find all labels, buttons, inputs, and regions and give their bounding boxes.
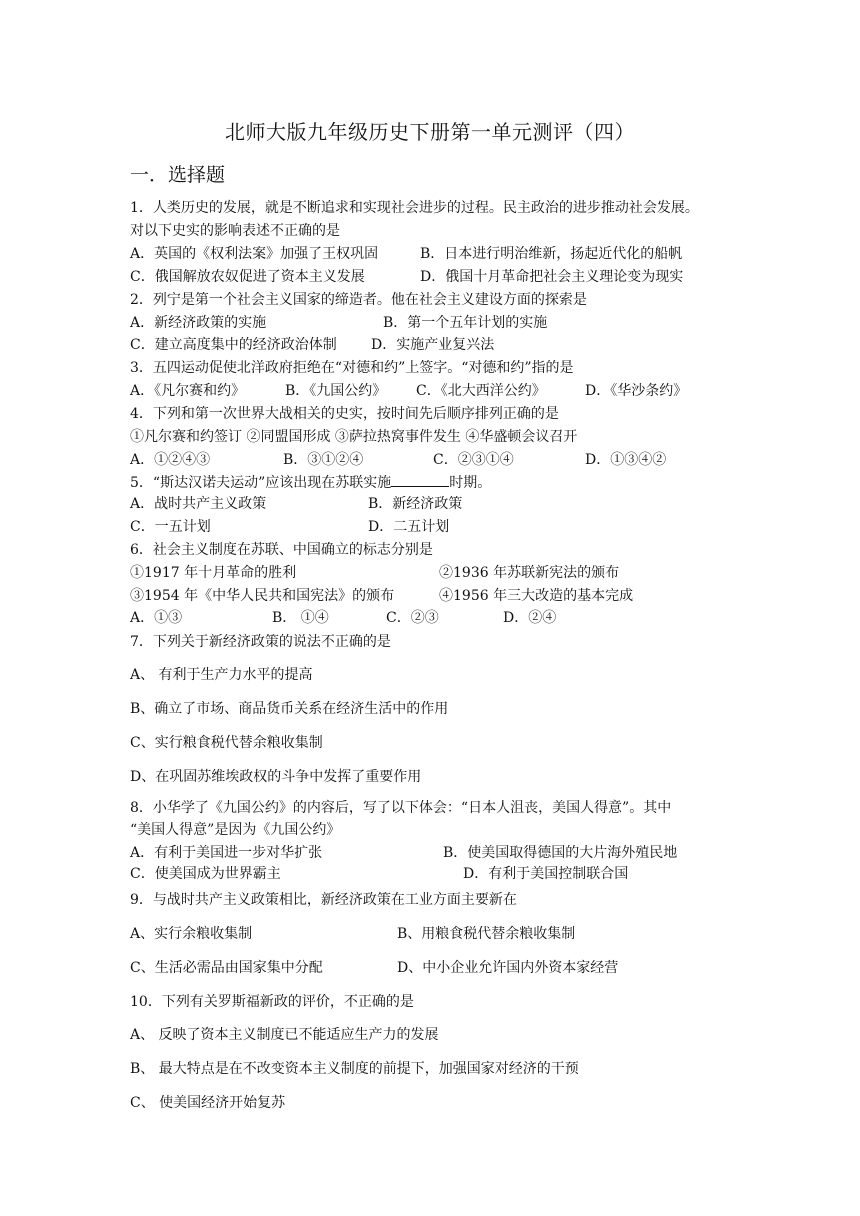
q2-option-a: A．新经济政策的实施: [130, 315, 267, 331]
q7-option-c: C、实行粮食税代替余粮收集制: [130, 735, 323, 751]
q8-stem-line1: 8．小华学了《九国公约》的内容后，写了以下体会：“日本人沮丧，美国人得意”。其中: [130, 800, 672, 816]
q5-stem-end: 时期。: [449, 475, 492, 491]
q9-stem: 9．与战时共产主义政策相比，新经济政策在工业方面主要新在: [130, 892, 517, 908]
q10-stem: 10．下列有关罗斯福新政的评价，不正确的是: [130, 994, 414, 1010]
q6-item-1: ①1917 年十月革命的胜利: [130, 565, 297, 581]
q3-option-c: C．《北大西洋公约》: [416, 383, 546, 399]
q5-fill-blank: [391, 472, 449, 487]
q10-option-b: B、 最大特点是在不改变资本主义制度的前提下，加强国家对经济的干预: [130, 1061, 579, 1077]
q2-option-d: D．实施产业复兴法: [371, 337, 495, 353]
q9-option-d: D、中小企业允许国内外资本家经营: [397, 960, 619, 976]
q1-option-c: C．俄国解放农奴促进了资本主义发展: [130, 269, 365, 285]
q6-option-d: D．②④: [503, 610, 557, 626]
q4-option-a: A．①②④③: [130, 452, 211, 468]
q4-items: ①凡尔赛和约签订 ②同盟国形成 ③萨拉热窝事件发生 ④华盛顿会议召开: [130, 429, 578, 445]
q6-option-c: C．②③: [386, 610, 439, 626]
q3-option-d: D．《华沙条约》: [585, 383, 688, 399]
q2-option-c: C．建立高度集中的经济政治体制: [130, 337, 337, 353]
q9-option-a: A、实行余粮收集制: [130, 926, 253, 942]
q8-option-d: D．有利于美国控制联合国: [463, 866, 629, 882]
q4-stem: 4．下列和第一次世界大战相关的史实，按时间先后顺序排列正确的是: [130, 406, 559, 422]
q7-stem: 7．下列关于新经济政策的说法不正确的是: [130, 634, 391, 650]
q6-stem: 6．社会主义制度在苏联、中国确立的标志分别是: [130, 542, 433, 558]
q6-option-b: B． ①④: [272, 610, 329, 626]
document-title: 北师大版九年级历史下册第一单元测评（四）: [225, 120, 635, 144]
q9-option-c: C、生活必需品由国家集中分配: [130, 960, 323, 976]
q8-option-a: A．有利于美国进一步对华扩张: [130, 845, 323, 861]
q7-option-d: D、在巩固苏维埃政权的斗争中发挥了重要作用: [130, 769, 422, 785]
q5-stem-start: 5．“斯达汉诺夫运动”应该出现在苏联实施: [130, 475, 392, 491]
q8-option-c: C．使美国成为世界霸主: [130, 866, 281, 882]
section-heading: 一．选择题: [130, 164, 226, 186]
q7-option-b: B、确立了市场、商品货币关系在经济生活中的作用: [130, 701, 449, 717]
q4-option-c: C．②③①④: [433, 452, 514, 468]
q6-item-2: ②1936 年苏联新宪法的颁布: [439, 565, 620, 581]
q8-stem-line2: “美国人得意”是因为《九国公约》: [130, 822, 341, 838]
q8-option-b: B．使美国取得德国的大片海外殖民地: [443, 845, 678, 861]
q4-option-d: D．①③④②: [585, 452, 667, 468]
q5-option-b: B．新经济政策: [368, 496, 463, 512]
q9-option-b: B、用粮食税代替余粮收集制: [397, 926, 576, 942]
q6-item-3: ③1954 年《中华人民共和国宪法》的颁布: [130, 588, 395, 604]
q1-option-b: B．日本进行明治维新，扬起近代化的船帆: [420, 246, 683, 262]
q6-option-a: A．①③: [130, 610, 183, 626]
q1-option-d: D．俄国十月革命把社会主义理论变为现实: [420, 269, 684, 285]
q5-stem: [130, 472, 491, 493]
q10-option-a: A、 反映了资本主义制度已不能适应生产力的发展: [130, 1027, 439, 1043]
q2-option-b: B．第一个五年计划的实施: [383, 315, 548, 331]
q10-option-c: C、 使美国经济开始复苏: [130, 1095, 286, 1111]
q1-option-a: A．英国的《权利法案》加强了王权巩固: [130, 246, 379, 262]
q7-option-a: A、 有利于生产力水平的提高: [130, 667, 313, 683]
q5-option-d: D．二五计划: [368, 519, 450, 535]
q5-option-c: C．一五计划: [130, 519, 211, 535]
q1-stem-line2: 对以下史实的影响表述不正确的是: [130, 223, 340, 239]
q2-stem: 2．列宁是第一个社会主义国家的缔造者。他在社会主义建设方面的探索是: [130, 292, 587, 308]
q6-item-4: ④1956 年三大改造的基本完成: [439, 588, 634, 604]
q1-stem-line1: 1．人类历史的发展，就是不断追求和实现社会进步的过程。民主政治的进步推动社会发展。: [130, 200, 699, 216]
q4-option-b: B．③①②④: [283, 452, 364, 468]
q3-stem: 3．五四运动促使北洋政府拒绝在“对德和约”上签字。“对德和约”指的是: [130, 360, 574, 376]
q5-option-a: A．战时共产主义政策: [130, 496, 267, 512]
q3-option-b: B．《九国公约》: [285, 383, 387, 399]
q3-option-a: A．《凡尔赛和约》: [130, 383, 246, 399]
